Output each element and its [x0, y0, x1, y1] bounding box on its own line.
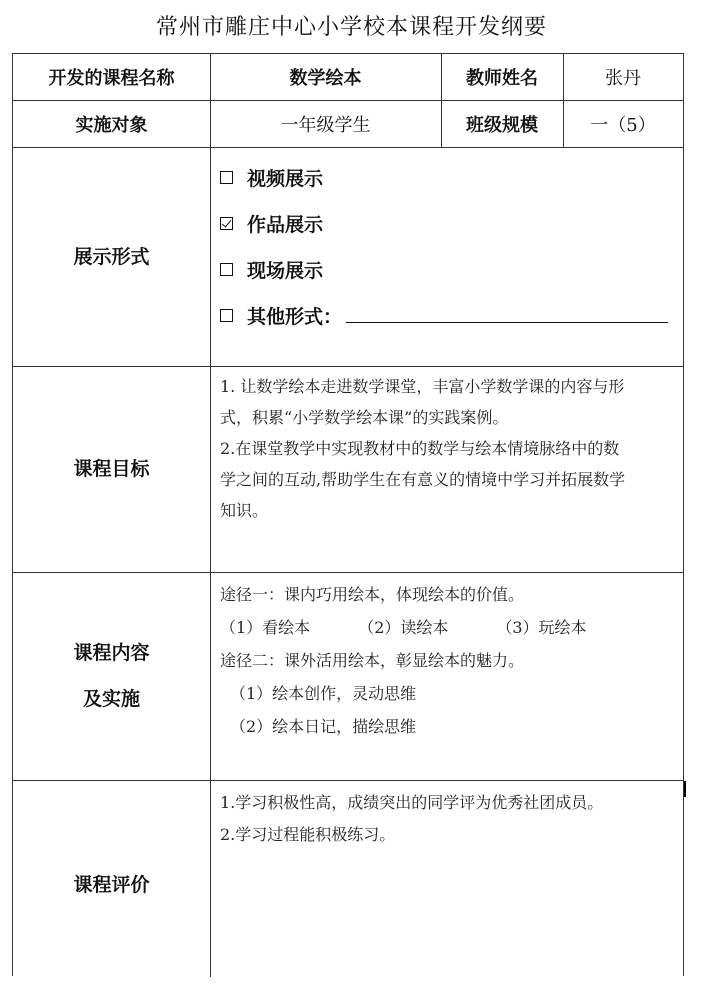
goals-line: 1. 让数学绘本走进数学课堂，丰富小学数学课的内容与形 — [220, 377, 625, 396]
evaluation-text — [220, 787, 682, 851]
route-one: 途径一：课内巧用绘本，体现绘本的价值。 — [220, 585, 525, 604]
content-label — [13, 572, 210, 780]
display-form-options — [220, 154, 680, 338]
teacher-value: 张丹 — [605, 68, 641, 89]
evaluation-label: 课程评价 — [73, 874, 150, 896]
syllabus-table — [12, 53, 684, 976]
evaluation-line: 2.学习过程能积极练习。 — [220, 825, 396, 844]
checkbox-icon[interactable] — [220, 263, 233, 276]
other-form-blank[interactable] — [346, 308, 668, 323]
course-name-label: 开发的课程名称 — [48, 68, 175, 89]
column-divider — [210, 54, 211, 977]
goals-text — [220, 371, 682, 526]
option-video[interactable] — [220, 154, 680, 200]
route-two-item: （2）绘本日记，描绘思维 — [230, 717, 417, 736]
evaluation-line: 1.学习积极性高，成绩突出的同学评为优秀社团成员。 — [220, 793, 604, 812]
teacher-label: 教师姓名 — [466, 68, 538, 89]
page-title: 常州市雕庄中心小学校本课程开发纲要 — [155, 15, 547, 40]
checkbox-icon[interactable] — [220, 309, 233, 322]
goals-line: 式，积累“小学数学绘本课”的实践案例。 — [220, 408, 509, 427]
option-works[interactable] — [220, 200, 680, 246]
goals-line: 2.在课堂教学中实现教材中的数学与绘本情境脉络中的数 — [220, 439, 620, 458]
class-size-value: 一（5） — [590, 114, 656, 136]
class-size-label: 班级规模 — [466, 114, 538, 136]
checkbox-icon[interactable] — [220, 171, 233, 184]
target-label: 实施对象 — [75, 114, 148, 136]
content-label-line: 课程内容 — [73, 642, 150, 664]
route-item: （2）读绘本 — [358, 618, 449, 637]
target-value: 一年级学生 — [280, 114, 371, 136]
option-label: 其他形式： — [247, 305, 343, 328]
option-live[interactable] — [220, 246, 680, 292]
content-text — [220, 578, 682, 743]
option-other[interactable] — [220, 292, 680, 338]
route-item: （3）玩绘本 — [496, 618, 587, 637]
option-label: 现场展示 — [247, 259, 324, 282]
text-cursor — [684, 781, 686, 797]
goals-line: 知识。 — [220, 501, 269, 520]
route-two: 途径二：课外活用绘本，彰显绘本的魅力。 — [220, 651, 525, 670]
course-name-value: 数学绘本 — [289, 68, 362, 89]
display-form-label: 展示形式 — [73, 245, 150, 268]
goals-line: 学之间的互动,帮助学生在有意义的情境中学习并拓展数学 — [220, 470, 626, 489]
route-one-items — [220, 611, 682, 644]
option-label: 视频展示 — [247, 167, 324, 190]
route-item: （1）看绘本 — [220, 618, 311, 637]
option-label: 作品展示 — [247, 213, 324, 236]
content-label-line: 及实施 — [82, 688, 140, 710]
route-two-item: （1）绘本创作，灵动思维 — [230, 684, 417, 703]
checkbox-checked-icon[interactable] — [220, 217, 233, 230]
goals-label: 课程目标 — [73, 458, 150, 480]
